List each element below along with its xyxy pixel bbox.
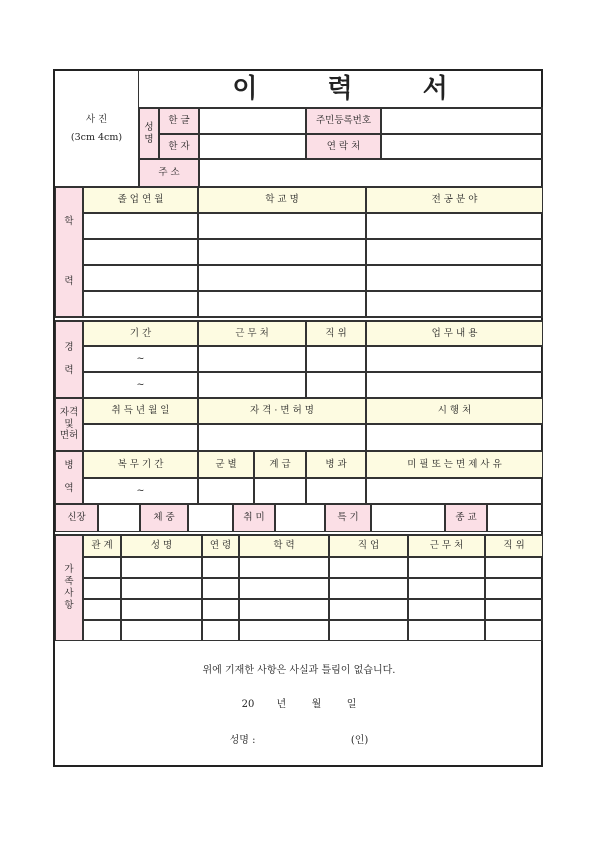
- career-cell[interactable]: [306, 372, 366, 398]
- id-number-label: 주민등록번호: [306, 108, 381, 134]
- family-cell[interactable]: [239, 599, 329, 620]
- military-side-label: 병 역: [55, 451, 83, 504]
- family-header-education: 학 력: [239, 535, 329, 557]
- title-char-1: 이: [232, 73, 260, 104]
- family-cell[interactable]: [485, 557, 543, 578]
- license-cell[interactable]: [198, 424, 366, 451]
- title-char-2: 력: [327, 73, 355, 104]
- military-header-specialty: 병 과: [306, 451, 366, 478]
- family-cell[interactable]: [83, 620, 121, 641]
- military-header-rank: 계 급: [254, 451, 306, 478]
- hangul-label: 한 글: [159, 108, 199, 134]
- military-header-branch: 군 별: [198, 451, 254, 478]
- family-cell[interactable]: [485, 620, 543, 641]
- family-side-label: 가 족 사 항: [55, 535, 83, 641]
- family-cell[interactable]: [202, 599, 239, 620]
- family-header-name: 성 명: [121, 535, 202, 557]
- family-cell[interactable]: [202, 578, 239, 599]
- skill-field[interactable]: [371, 504, 445, 532]
- family-header-relation: 관 계: [83, 535, 121, 557]
- declaration-date: 20 년 월 일: [241, 698, 357, 710]
- family-cell[interactable]: [83, 599, 121, 620]
- family-header-age: 연 령: [202, 535, 239, 557]
- declaration-text: 위에 기재한 사항은 사실과 틀림이 없습니다.: [202, 664, 396, 676]
- education-cell[interactable]: [198, 239, 366, 265]
- family-cell[interactable]: [408, 620, 485, 641]
- education-side-label: 학 력: [55, 187, 83, 317]
- career-header-position: 직 위: [306, 321, 366, 346]
- family-cell[interactable]: [202, 557, 239, 578]
- license-header-name: 자 격 · 면 허 명: [198, 398, 366, 424]
- education-cell[interactable]: [366, 265, 543, 291]
- family-cell[interactable]: [83, 557, 121, 578]
- military-cell[interactable]: [306, 478, 366, 504]
- family-cell[interactable]: [83, 578, 121, 599]
- military-header-period: 복 무 기 간: [83, 451, 198, 478]
- resume-form: [53, 69, 543, 767]
- religion-field[interactable]: [487, 504, 543, 532]
- photo-label: 사 진: [85, 113, 108, 125]
- military-period-cell[interactable]: ~: [83, 478, 198, 504]
- religion-label: 종 교: [445, 504, 487, 532]
- license-header-issuer: 시 행 처: [366, 398, 543, 424]
- career-header-period: 기 간: [83, 321, 198, 346]
- education-header-school: 학 교 명: [198, 187, 366, 213]
- address-label: 주 소: [139, 159, 199, 187]
- family-cell[interactable]: [121, 578, 202, 599]
- military-cell[interactable]: [366, 478, 543, 504]
- education-cell[interactable]: [83, 291, 198, 317]
- education-cell[interactable]: [83, 213, 198, 239]
- license-cell[interactable]: [366, 424, 543, 451]
- education-header-date: 졸 업 연 월: [83, 187, 198, 213]
- education-cell[interactable]: [198, 291, 366, 317]
- family-cell[interactable]: [239, 578, 329, 599]
- military-cell[interactable]: [254, 478, 306, 504]
- hobby-field[interactable]: [275, 504, 325, 532]
- hanja-name-field[interactable]: [199, 134, 306, 159]
- family-cell[interactable]: [329, 620, 408, 641]
- military-header-exemption: 미 필 또 는 면 제 사 유: [366, 451, 543, 478]
- license-cell[interactable]: [83, 424, 198, 451]
- contact-label: 연 락 처: [306, 134, 381, 159]
- skill-label: 특 기: [325, 504, 371, 532]
- career-cell[interactable]: [198, 372, 306, 398]
- career-header-company: 근 무 처: [198, 321, 306, 346]
- photo-size: (3cm 4cm): [70, 131, 123, 143]
- family-header-workplace: 근 무 처: [408, 535, 485, 557]
- education-cell[interactable]: [198, 265, 366, 291]
- page-title: [139, 71, 543, 108]
- family-cell[interactable]: [408, 599, 485, 620]
- family-cell[interactable]: [408, 578, 485, 599]
- name-label: 성 명: [139, 108, 159, 159]
- family-cell[interactable]: [239, 557, 329, 578]
- hobby-label: 취 미: [233, 504, 275, 532]
- education-cell[interactable]: [366, 239, 543, 265]
- career-cell[interactable]: [366, 346, 543, 372]
- id-number-field[interactable]: [381, 108, 543, 134]
- license-side-label: 자격 및 면허: [55, 398, 83, 451]
- family-header-position: 직 위: [485, 535, 543, 557]
- license-header-date: 취 득 년 월 일: [83, 398, 198, 424]
- career-side-label: 경 력: [55, 321, 83, 398]
- career-cell[interactable]: [366, 372, 543, 398]
- family-cell[interactable]: [329, 599, 408, 620]
- military-cell[interactable]: [198, 478, 254, 504]
- hangul-name-field[interactable]: [199, 108, 306, 134]
- contact-field[interactable]: [381, 134, 543, 159]
- family-cell[interactable]: [121, 599, 202, 620]
- family-cell[interactable]: [202, 620, 239, 641]
- family-cell[interactable]: [485, 599, 543, 620]
- title-char-3: 서: [422, 73, 450, 104]
- career-header-duties: 업 무 내 용: [366, 321, 543, 346]
- address-field[interactable]: [199, 159, 543, 187]
- hanja-label: 한 자: [159, 134, 199, 159]
- education-cell[interactable]: [83, 239, 198, 265]
- weight-field[interactable]: [188, 504, 233, 532]
- family-cell[interactable]: [329, 557, 408, 578]
- height-label: 신장: [55, 504, 98, 532]
- education-header-major: 전 공 분 야: [366, 187, 543, 213]
- family-cell[interactable]: [121, 620, 202, 641]
- family-cell[interactable]: [239, 620, 329, 641]
- family-cell[interactable]: [485, 578, 543, 599]
- family-header-job: 직 업: [329, 535, 408, 557]
- career-cell[interactable]: [198, 346, 306, 372]
- height-field[interactable]: [98, 504, 140, 532]
- family-cell[interactable]: [121, 557, 202, 578]
- career-period-cell[interactable]: ~: [83, 346, 198, 372]
- family-cell[interactable]: [408, 557, 485, 578]
- family-cell[interactable]: [329, 578, 408, 599]
- education-cell[interactable]: [198, 213, 366, 239]
- photo-box: [55, 71, 139, 187]
- weight-label: 체 중: [140, 504, 188, 532]
- career-period-cell[interactable]: ~: [83, 372, 198, 398]
- career-cell[interactable]: [306, 346, 366, 372]
- education-cell[interactable]: [83, 265, 198, 291]
- education-cell[interactable]: [366, 213, 543, 239]
- education-cell[interactable]: [366, 291, 543, 317]
- signature-line: 성명 : (인): [229, 734, 369, 746]
